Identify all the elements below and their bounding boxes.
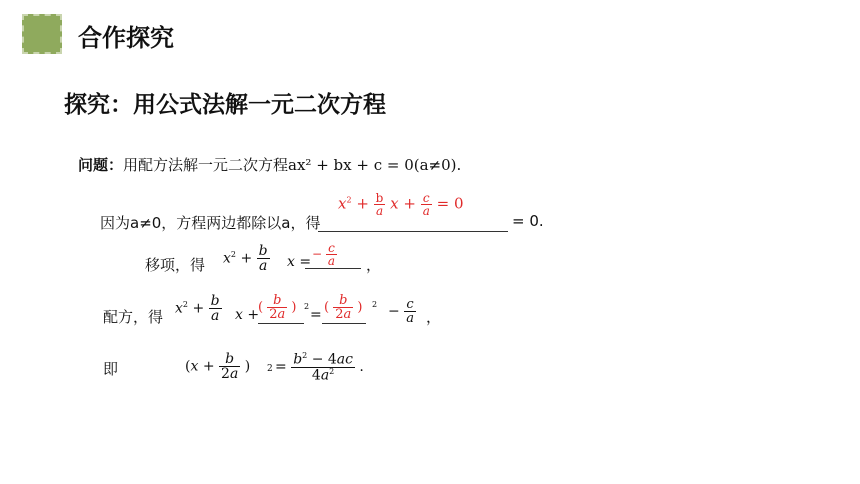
step3-answer1: ( $\frac{b}{2a}$ )	[258, 293, 297, 322]
step3-prefix: 配方，得	[103, 308, 164, 326]
step3-exp2: 2	[372, 300, 378, 309]
step3-suffix: ，	[426, 308, 442, 326]
step1-prefix: 因为a≠0，方程两边都除以a，得	[100, 214, 321, 232]
step3-minus-ca: − $\frac{c}{a}$	[388, 297, 414, 326]
step4-exp: 2	[267, 364, 273, 374]
step2-x-equals: x =	[287, 254, 312, 270]
step3-x-plus: x +	[235, 307, 260, 323]
step4-rhs: = $\frac{b^2 - 4ac}{4a^2}$ .	[275, 351, 364, 384]
step3-answer2: ( $\frac{b}{2a}$ )	[324, 293, 363, 322]
step2-answer: − $\frac{c}{a}$	[312, 241, 336, 268]
question-equation: ax² + bx + c = 0(a≠0).	[288, 156, 462, 174]
step1-answer: $x^2$ + $\frac{b}{a}$ x + $\frac{c}{a}$ = 0	[338, 191, 464, 218]
step3-equals: =	[310, 307, 322, 323]
question-text: 用配方法解一元二次方程	[123, 156, 289, 174]
step3-exp1: 2	[304, 302, 310, 311]
step2-suffix: ，	[366, 256, 382, 274]
square-icon	[22, 14, 62, 54]
step3-lhs: $x^2$ + $\frac{b}{a}$	[175, 293, 220, 324]
page-title: 合作探究	[78, 24, 174, 52]
question-line	[78, 154, 461, 175]
step2-prefix: 移项，得	[145, 256, 206, 274]
step4-formula: (x + $\frac{b}{2a}$ )	[185, 351, 251, 382]
step1-suffix: = 0.	[512, 212, 544, 230]
section-title: 探究：用公式法解一元二次方程	[64, 92, 386, 118]
step4-prefix: 即	[103, 360, 119, 378]
step2-lhs: $x^2$ + $\frac{b}{a}$	[223, 243, 268, 274]
question-label: 问题：	[78, 156, 124, 174]
